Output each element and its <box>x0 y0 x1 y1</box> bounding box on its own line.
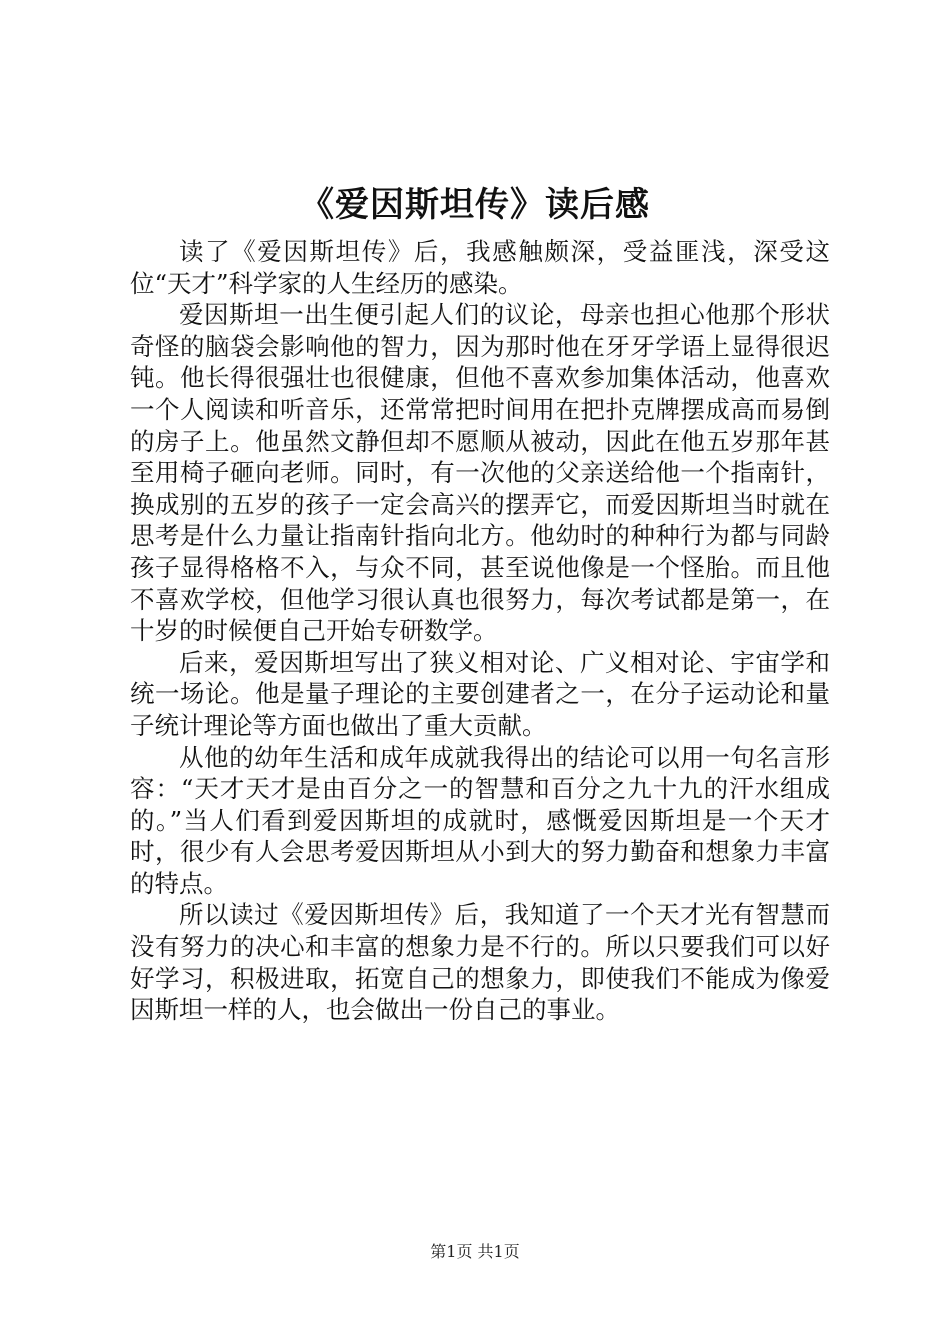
paragraph-5: 所以读过《爱因斯坦传》后，我知道了一个天才光有智慧而没有努力的决心和丰富的想象力是不行的。所以只要我们可以好好学习，积极进取，拓宽自己的想象力，即使我们不能成为像爱因斯坦一样的人，也会做出一份自己的事业。 <box>130 900 830 1025</box>
paragraph-4: 从他的幼年生活和成年成就我得出的结论可以用一句名言形容：“天才天才是由百分之一的智慧和百分之九十九的汗水组成的。”当人们看到爱因斯坦的成就时，感慨爱因斯坦是一个天才时，很少有人会思考爱因斯坦从小到大的努力勤奋和想象力丰富的特点。 <box>130 742 830 898</box>
page-title: 《爱因斯坦传》读后感 <box>300 185 650 225</box>
page-footer: 第1页 共1页 <box>430 1242 520 1261</box>
document-body <box>130 236 830 1026</box>
paragraph-1: 读了《爱因斯坦传》后，我感触颇深，受益匪浅，深受这位“天才”科学家的人生经历的感染。 <box>130 237 830 298</box>
paragraph-2: 爱因斯坦一出生便引起人们的议论，母亲也担心他那个形状奇怪的脑袋会影响他的智力，因为那时他在牙牙学语上显得很迟钝。他长得很强壮也很健康，但他不喜欢参加集体活动，他喜欢一个人阅读和听音乐，还常常把时间用在把扑克牌摆成高而易倒的房子上。他虽然文静但却不愿顺从被动，因此在他五岁那年甚至用椅子砸向老师。同时，有一次他的父亲送给他一个指南针，换成别的五岁的孩子一定会高兴的摆弄它，而爱因斯坦当时就在思考是什么力量让指南针指向北方。他幼时的种种行为都与同龄孩子显得格格不入，与众不同，甚至说他像是一个怪胎。而且他不喜欢学校，但他学习很认真也很努力，每次考试都是第一，在十岁的时候便自己开始专研数学。 <box>130 300 830 646</box>
paragraph-3: 后来，爱因斯坦写出了狭义相对论、广义相对论、宇宙学和统一场论。他是量子理论的主要创建者之一，在分子运动论和量子统计理论等方面也做出了重大贡献。 <box>130 647 830 740</box>
